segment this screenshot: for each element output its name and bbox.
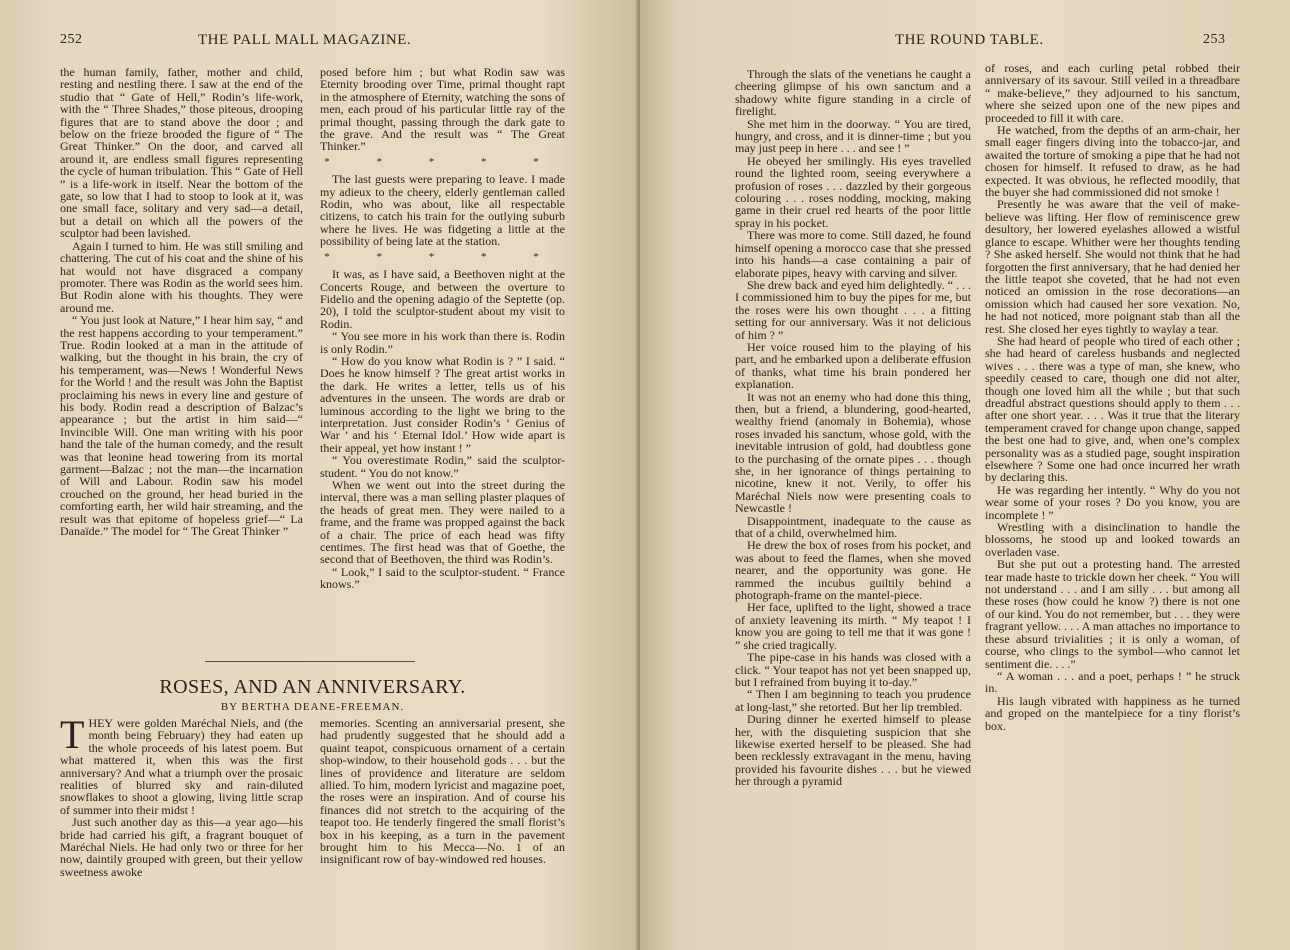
page-number-left: 252 [60,32,83,47]
paragraph: Just such another day as this—a year ago—his bride had carried his gift, a fragrant bouquet of Maréchal Niels. He had only two or three for her now, daintily grouped with green, but their yellow sweetness awoke [60,815,303,879]
story-column-2 [320,717,565,866]
left-column-1 [60,66,303,537]
paragraph: He was regarding her intently. “ Why do you not wear some of your roses ? Do you know, you are incomplete ! ” [985,482,1240,522]
right-column-2 [985,62,1240,732]
paragraph: Presently he was aware that the veil of make-believe was lifting. Her flow of reminiscence grew desultory, her lowered eyelashes allowed a wistful glance to escape. Whither were her thoughts tending ? She asked herself. She would not think that he had forgotten the first anniversary, that he had denied her the little teapot she coveted, that he had not even noticed an omission in the rose decorations—an omission which had caused her sore vexation. No, he had not noticed, more poignant stab than all the rest. She closed her eyes tightly to waylay a tear. [985,197,1240,336]
paragraph: But she put out a protesting hand. The arrested tear made haste to trickle down her cheek. “ You will not understand . . . and I am silly . . . but among all these roses (how could he know ?) there is not one of our kind. You do not remember, but . . . they were fragrant yellow. . . . A man attaches no importance to these absurd trivialities ; it is only a woman, of course, who clings to the symbol—who cannot let sentiment die. . . .” [985,557,1240,671]
right-column-1 [735,68,971,788]
paragraph: She had heard of people who tired of each other ; she had heard of careless husbands and neglected wives . . . there was a type of man, she knew, who speedily ceased to care, though one did not alter, though one loved him all the while ; but that such dreadful abstract questions should apply to them . . . after one short year. . . . Was it true that the literary temperament craved for change upon change, sapped the best one had to give, and, when one’s complex personality was as a studied page, sought inspiration elsewhere ? Some one had once incurred her wrath by declaring this. [985,333,1240,485]
paragraph: She drew back and eyed him delightedly. “ . . . I commissioned him to buy the pipes for me, but the roses were his own thought . . . a fitting setting for our anniversary. Was it not delicious of him ? ” [735,277,971,342]
paragraph: posed before him ; but what Rodin saw was Eternity brooding over Time, primal thought rapt in the atmosphere of Eternity, watching the sons of men, each proud of his particular little ray of the primal thought, passing through the dark gate to the grave. And the result was “ The Great Thinker.” [320,65,565,154]
paragraph: He obeyed her smilingly. His eyes travelled round the lighted room, seeing everywhere a profusion of roses . . . dazzled by their gorgeous colouring . . . roses nodding, mocking, making game in their cruel red hearts of the poor little spray in his pocket. [735,153,971,230]
paragraph: The pipe-case in his hands was closed with a click. “ Your teapot has not yet been snapped up, but I refrained from buying it to-day.” [735,650,971,689]
paragraph: of roses, and each curling petal robbed their anniversary of its savour. Still veiled in a threadbare “ make-believe,” they adjourned to his sanctum, where she seized upon one of the new pipes and proceeded to fill it with care. [985,61,1240,125]
story-byline: BY BERTHA DEANE-FREEMAN. [220,701,405,713]
paragraph: Wrestling with a disinclination to handle the blossoms, he stood up and looked towards an overladen vase. [985,520,1240,559]
left-page [0,0,640,950]
page-number-right: 253 [1203,32,1226,47]
paragraph: She met him in the doorway. “ You are tired, hungry, and cross, and it is dinner-time ; but you may just peep in here . . . and see ! ” [735,116,971,156]
story-column-1 [60,712,303,879]
paragraph: “ You just look at Nature,” I hear him say, “ and the rest happens according to your temperament.” True. Rodin looked at a man in the attitude of walking, but the thought in his brain, the cry of his temperament, was—News ! Wonderful News for the World ! and the result was John the Baptist proclaiming his news in every line and gesture of his body. Rodin read a description of Balzac’s appearance ; but the artist in him said—“ Invincible Will. One man writing with his poor hand the tale of the human comedy, and the result was that leonine head towering from its mortal garment—Balzac ; not the man—the incarnation of Will and Labour. Rodin saw his model crouched on the ground, her head buried in the comforting earth, her wild hair streaming, and the result was that epitome of hopeless grief—“ La Danaïde.” The model for “ The Great Thinker ” [60,313,303,539]
running-head-right: THE ROUND TABLE. [895,32,1044,48]
right-page [640,0,1290,950]
paragraph: He watched, from the depths of an arm-chair, her small eager fingers diving into the tobacco-jar, and awaited the torture of smoking a pipe that he had not chosen for himself. It refused to draw, as he had expected. It was obvious, he reflected moodily, that the buyer she had commissioned did not smoke ! [985,123,1240,200]
paragraph: Her face, uplifted to the light, showed a trace of anxiety leavening its mirth. “ My teapot ! I know you are going to tell me that it was gone ! ” she cried tragically. [735,600,971,652]
paragraph: “ How do you know what Rodin is ? ” I said. “ Does he know himself ? The great artist works in the dark. He writes a letter, tells us of his adventures in the unseen. The words are drab or luminous according to the light we bring to the interpretation. Just consider Rodin’s ‘ Genius of War ’ and his ‘ Eternal Idol.’ How wide apart is their appeal, yet how instant ! ” [320,353,565,455]
paragraph: “ A woman . . . and a poet, perhaps ! ” he struck in. [985,668,1240,696]
paragraph: Her voice roused him to the playing of his part, and he embarked upon a deliberate effusion of thanks, what time his brain pondered her explanation. [735,339,971,392]
paragraph: His laugh vibrated with happiness as he turned and groped on the mantelpiece for a tiny florist’s box. [985,693,1240,733]
paragraph: “ Then I am beginning to teach you prudence at long-last,” she retorted. But her lip trembled. [735,687,971,714]
running-head-left: THE PALL MALL MAGAZINE. [198,32,412,48]
paragraph: He drew the box of roses from his pocket, and was about to feed the flames, when she moved nearer, and the opportunity was gone. He rammed the incubus guiltily behind a photograph-frame on the mantel-piece. [735,538,971,603]
paragraph: It was, as I have said, a Beethoven night at the Concerts Rouge, and between the overture to Fidelio and the opening adagio of the Septette (op. 20), I told the sculptor-student about my visit to Rodin. [320,267,565,331]
paragraph: HEY were golden Maréchal Niels, and (the month being February) they had eaten up the whole proceeds of his latest poem. But what mattered it, when this was the first anniversary? And what a triumph over the prosaic realities of blurred sky and rain-diluted snowflakes to shoot a glowing, living little scrap of summer into their midst ! [60,716,303,817]
story-title: ROSES, AND AN ANNIVERSARY. [159,676,466,698]
divider-rule [205,661,415,662]
paragraph: Through the slats of the venetians he caught a cheering glimpse of his own sanctum and a shadowy white figure standing in a circle of firelight. [735,67,971,119]
paragraph: Again I turned to him. He was still smiling and chattering. The cut of his coat and the shine of his hat would not have disgraced a company promoter. There was Rodin as the world sees him. But Rodin alone with his thoughts. They were around me. [60,238,303,315]
paragraph: “ You see more in his work than there is. Rodin is only Rodin.” [320,329,565,356]
paragraph: It was not an enemy who had done this thing, then, but a friend, a blundering, good-hearted, wealthy friend (anomaly in Bohemia), whose roses invaded his sanctum, whose gold, with the inevitable intrusion of gold, had doubtless gone to the purchasing of the ornate pipes . . . though she, in her ignorance of things pertaining to nicotine, knew it not. Verily, to offer his Maréchal Niels now were presenting coals to Newcastle ! [735,389,971,516]
paragraph: There was more to come. Still dazed, he found himself opening a morocco case that she pressed into his hands—a case containing a pair of elaborate pipes, heavy with carving and silver. [735,228,971,280]
drop-cap: T [60,712,85,757]
left-column-2 [320,66,565,591]
paragraph: “ Look,” I said to the sculptor-student. “ France knows.” [320,564,565,592]
paragraph: When we went out into the street during the interval, there was a man selling plaster plaques of the heads of great men. They were nailed to a frame, and the frame was propped against the back of a chair. The price of each head was fifty centimes. The first head was that of Goethe, the second that of Beethoven, the third was Rodin’s. [320,478,565,567]
paragraph: “ You overestimate Rodin,” said the sculptor-student. “ You do not know.” [320,453,565,480]
paragraph: The last guests were preparing to leave. I made my adieux to the cheery, elderly gentleman called Rodin, who was about, like all respectable citizens, to catch his train for the outlying suburb where he lives. He was fidgeting a little at the possibility of being late at the station. [320,172,565,249]
section-break: * * * * * [324,155,561,168]
section-break: * * * * * [324,250,561,263]
paragraph: the human family, father, mother and child, resting and nestling there. I saw at the end of the studio that “ Gate of Hell,” Rodin’s life-work, with the “ Three Shades,” those piteous, drooping figures that are to stand above the door ; and below on the frieze brooded the figure of “ The Great Thinker.” On the door, and carved all around it, are endless small figures representing the cycle of human tribulation. This “ Gate of Hell ” is a life-work in itself. Near the bottom of the gate, so low that I had to stoop to look at it, was one small face, solitary and very sad—a detail, but a detail on which all the powers of the sculptor had been lavished. [60,65,303,241]
paragraph: Disappointment, inadequate to the cause as that of a child, overwhelmed him. [735,513,971,541]
paragraph: During dinner he exerted himself to please her, with the disquieting suspicion that she likewise exerted herself to be pleased. She had been recklessly extravagant in the menu, having provided his favourite dishes . . . but he viewed her through a pyramid [735,712,971,789]
paragraph: memories. Scenting an anniversarial present, she had prudently suggested that he should add a quaint teapot, conspicuous ornament of a certain shop-window, to their household gods . . . but the lines of providence and literature are seldom allied. To him, modern lyricist and magazine poet, the roses were an inspiration. And of course his finances did not stretch to the acquiring of the teapot too. He tenderly fingered the small florist’s box in his keeping, as a turn in the pavement brought him to his Mecca—No. 1 of an insignificant row of bay-windowed red houses. [320,716,565,867]
